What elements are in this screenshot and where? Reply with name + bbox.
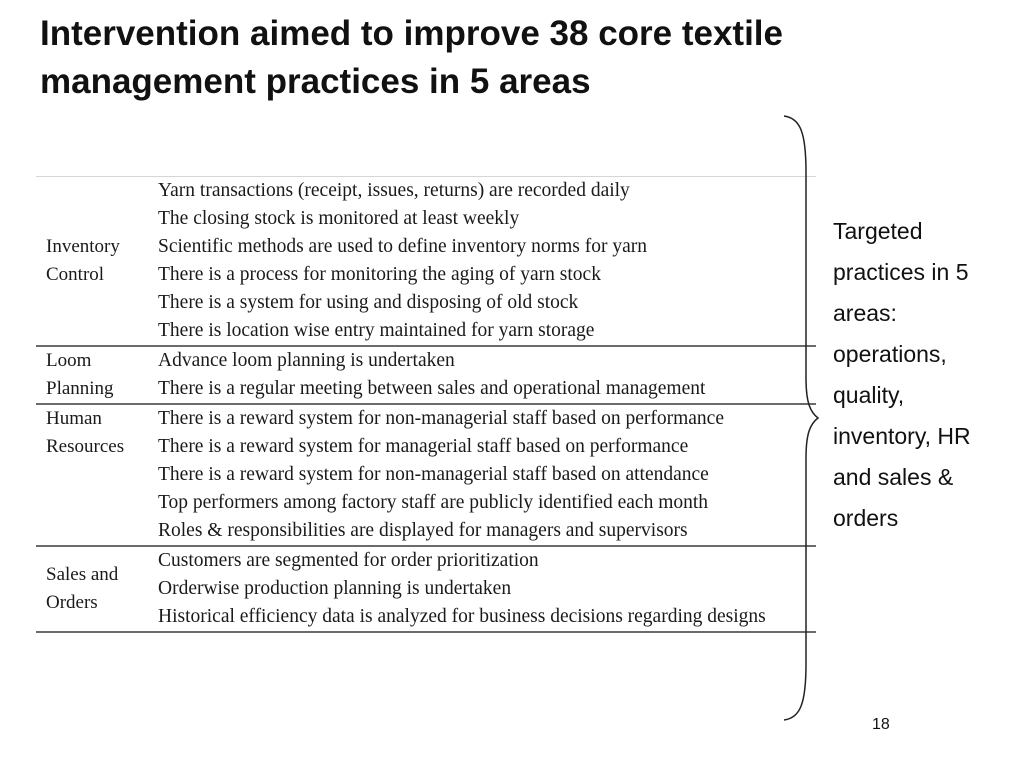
- practice-item: Yarn transactions (receipt, issues, returns) are recorded daily: [158, 180, 630, 201]
- practice-item: There is a reward system for non-managerial staff based on performance: [158, 408, 724, 429]
- practice-item: There is location wise entry maintained for yarn storage: [158, 320, 595, 341]
- section-label-line: Inventory: [46, 236, 120, 257]
- summary-line: areas:: [833, 300, 897, 326]
- summary-line: practices in 5: [833, 259, 969, 285]
- practice-list: [158, 177, 816, 345]
- practices-table: [36, 176, 816, 633]
- practice-item: There is a reward system for non-managerial staff based on attendance: [158, 464, 709, 485]
- slide-title-line: Intervention aimed to improve 38 core textile: [40, 14, 783, 53]
- practice-item: Scientific methods are used to define inventory norms for yarn: [158, 236, 647, 257]
- section-label: [36, 405, 158, 545]
- practice-item: The closing stock is monitored at least weekly: [158, 208, 520, 229]
- slide-title: [40, 10, 980, 106]
- practice-item: There is a regular meeting between sales and operational management: [158, 378, 706, 399]
- right-brace-icon: [780, 112, 820, 724]
- section-loom-planning: [36, 347, 816, 405]
- section-label-line: Human: [46, 408, 102, 429]
- section-label-line: Resources: [46, 436, 125, 457]
- summary-line: Targeted: [833, 218, 923, 244]
- section-label-line: Sales and: [46, 564, 119, 585]
- summary-line: and sales &: [833, 464, 954, 490]
- section-inventory-control: [36, 177, 816, 347]
- practice-item: Roles & responsibilities are displayed for managers and supervisors: [158, 520, 688, 541]
- practice-list: [158, 405, 816, 545]
- section-label: [36, 177, 158, 345]
- practice-item: There is a system for using and disposing of old stock: [158, 292, 579, 313]
- practice-item: Top performers among factory staff are publicly identified each month: [158, 492, 709, 513]
- practice-item: There is a process for monitoring the aging of yarn stock: [158, 264, 601, 285]
- practice-item: Advance loom planning is undertaken: [158, 350, 455, 371]
- section-human-resources: [36, 405, 816, 547]
- practice-item: Customers are segmented for order prioritization: [158, 550, 539, 571]
- practice-item: There is a reward system for managerial staff based on performance: [158, 436, 689, 457]
- practice-list: [158, 347, 816, 403]
- page-number: 18: [872, 716, 890, 733]
- practice-item: Orderwise production planning is undertaken: [158, 578, 512, 599]
- practice-list: [158, 547, 816, 631]
- section-label-line: Orders: [46, 592, 98, 613]
- section-label-line: Planning: [46, 378, 114, 399]
- summary-text: [833, 211, 1019, 539]
- slide-title-line: management practices in 5 areas: [40, 62, 591, 101]
- section-label: [36, 347, 158, 403]
- summary-line: inventory, HR: [833, 423, 971, 449]
- section-label: [36, 547, 158, 631]
- summary-line: operations,: [833, 341, 947, 367]
- section-sales-and-orders: [36, 547, 816, 633]
- summary-line: orders: [833, 505, 899, 531]
- section-label-line: Loom: [46, 350, 92, 371]
- summary-line: quality,: [833, 382, 905, 408]
- practice-item: Historical efficiency data is analyzed for business decisions regarding designs: [158, 606, 766, 627]
- section-label-line: Control: [46, 264, 105, 285]
